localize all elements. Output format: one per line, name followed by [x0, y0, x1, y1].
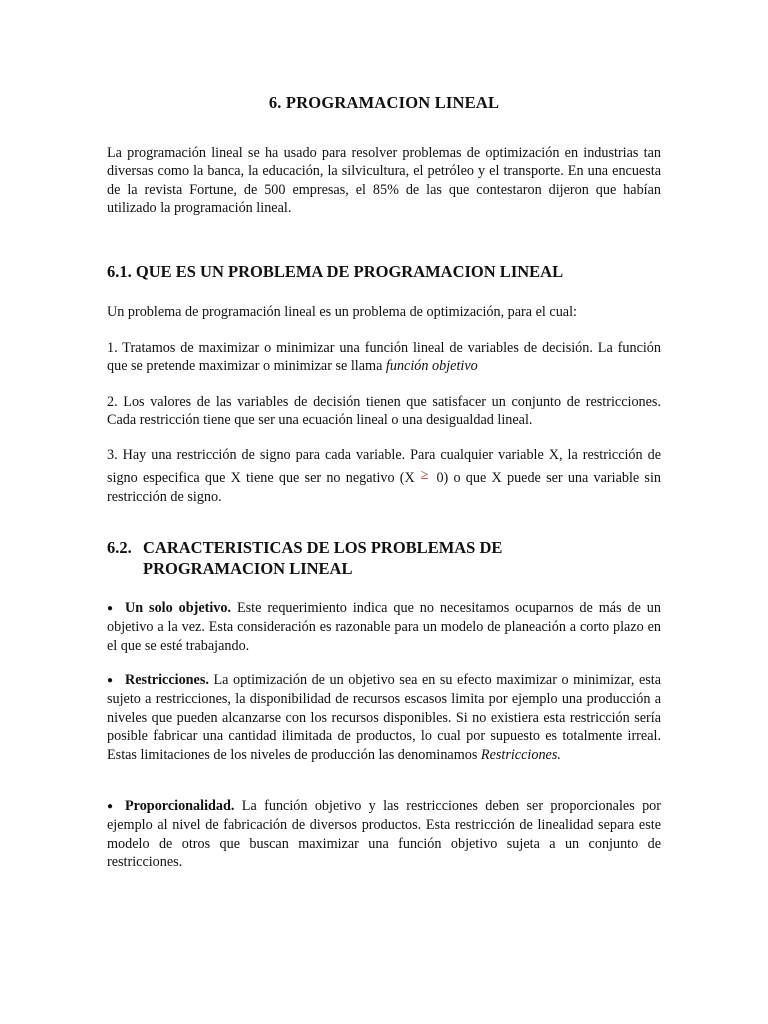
section-6-2-heading — [107, 537, 667, 579]
section-6-2-heading-line1: CARACTERISTICAS DE LOS PROBLEMAS DE — [143, 538, 503, 557]
intro-paragraph: La programación lineal se ha usado para resolver problemas de optimización en industrias tan diversas como la banca, la educación, la silvicultura, el petróleo y el transporte. En una encuesta de la revista Fortune, de 500 empresas, el 85% de las que contestaron dijeron que habían utilizado la programación lineal. — [107, 145, 661, 217]
list-item-3 — [107, 446, 661, 508]
bullet-item-proportionality — [107, 797, 661, 872]
bullet-2-text: La optimización de un objetivo sea en su efecto maximizar o minimizar, esta sujeto a restricciones, la disponibilidad de recursos escasos limita por ejemplo una producción a niveles que pueden alcanzarse con los recursos disponibles. Si no existiera esta restricción sería posible fabricar una cantidad ilimitada de productos, lo cual por supuesto es totalmente irreal. Estas limitaciones de los niveles de producción las denominamos — [107, 672, 661, 763]
page-title: 6. PROGRAMACION LINEAL — [268, 93, 500, 112]
section-6-2-number: 6.2. — [107, 538, 132, 557]
section-6-2-heading-line2: PROGRAMACION LINEAL — [143, 559, 353, 578]
bullet-icon: ● — [107, 675, 114, 686]
bullet-item-single-objective — [107, 599, 661, 655]
bullet-1-label: Un solo objetivo. — [125, 600, 232, 616]
list-item-2: 2. Los valores de las variables de decisión tienen que satisfacer un conjunto de restricciones. Cada restricción tiene que ser una ecuación lineal o una desigualdad lineal. — [107, 394, 661, 429]
bullet-item-restrictions — [107, 671, 661, 764]
list-item-3-text-b: 0) o que X puede ser una variable sin restricción de signo. — [107, 469, 661, 505]
section-6-1-heading: 6.1. QUE ES UN PROBLEMA DE PROGRAMACION LINEAL — [107, 262, 564, 281]
greater-equal-symbol: ≥ — [420, 467, 429, 483]
list-item-1 — [107, 339, 661, 376]
bullet-3-text: La función objetivo y las restricciones deben ser proporcionales por ejemplo al nivel de fabricación de diversos productos. Esta restricción de linealidad separa este modelo de otros que buscan maximizar una función objetivo sujeta a un conjunto de restricciones. — [107, 798, 661, 871]
bullet-2-label: Restricciones. — [125, 672, 209, 688]
bullet-1-text: Este requerimiento indica que no necesitamos ocuparnos de más de un objetivo a la vez. Esta consideración es razonable para un modelo de planeación a corto plazo en el que se esté trabajando. — [107, 600, 661, 654]
bullet-icon: ● — [107, 603, 114, 614]
bullet-2-italic: Restricciones. — [480, 746, 561, 763]
section-6-1-lead: Un problema de programación lineal es un problema de optimización, para el cual: — [107, 304, 577, 320]
bullet-3-label: Proporcionalidad. — [125, 798, 235, 814]
list-item-1-text: 1. Tratamos de maximizar o minimizar una función lineal de variables de decisión. La función que se pretende maximizar o minimizar se llama — [107, 340, 661, 375]
list-item-3-text-a: 3. Hay una restricción de signo para cada variable. Para cualquier variable X, la restricción de signo especifica que X tiene que ser no negativo (X — [107, 447, 661, 486]
bullet-icon: ● — [107, 801, 114, 812]
list-item-1-italic: función objetivo — [385, 358, 478, 375]
